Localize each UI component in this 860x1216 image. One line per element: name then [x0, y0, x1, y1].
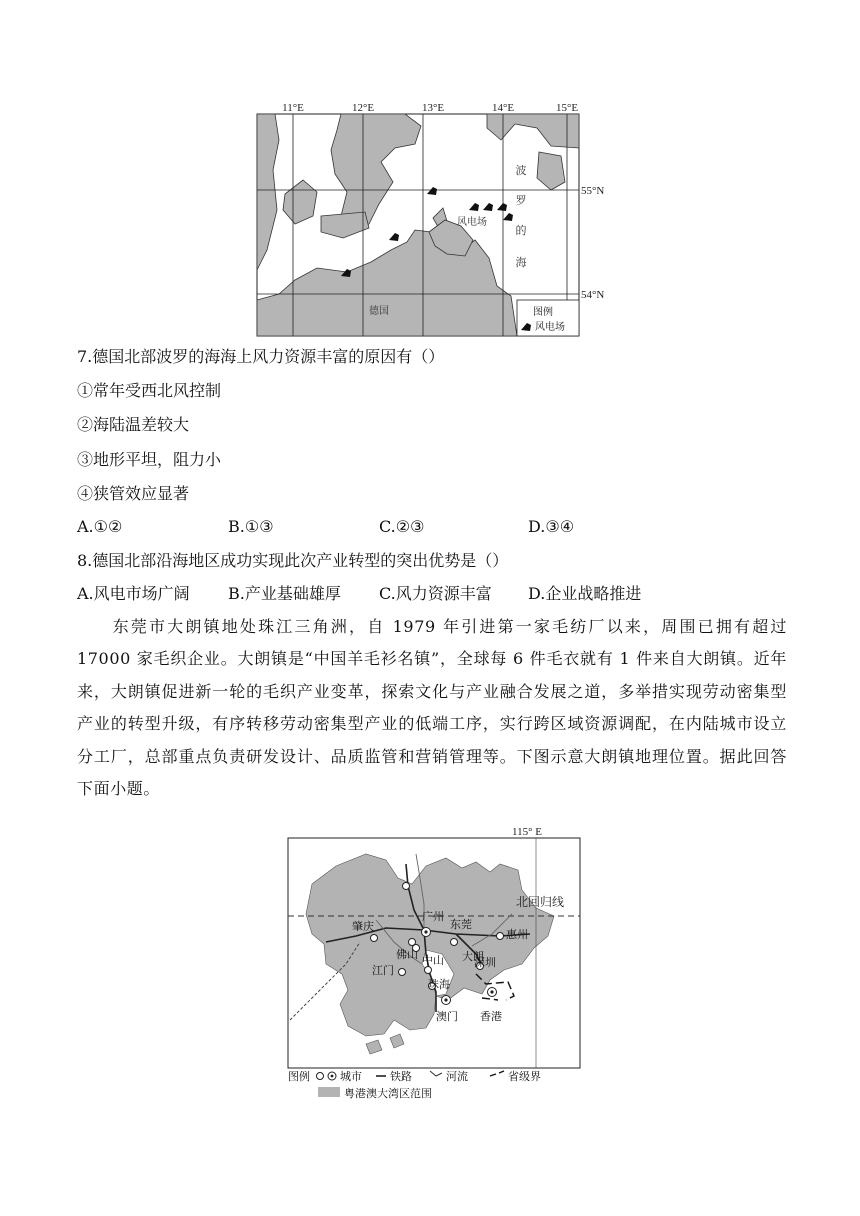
sea-label-char: 海: [515, 257, 527, 269]
city-label: 澳门: [436, 1011, 458, 1023]
q7-item: ②海陆温差较大: [77, 415, 190, 434]
city-label: 肇庆: [352, 921, 374, 933]
legend-border-icon: [490, 1071, 504, 1076]
lat-label: 55°N: [581, 185, 605, 197]
legend-area-label: 粤港澳大湾区范围: [344, 1088, 432, 1100]
lon-label: 14°E: [491, 102, 515, 114]
germany-label: 德国: [369, 306, 389, 317]
reading-passage: [77, 611, 787, 805]
city-label: 香港: [480, 1011, 502, 1023]
city-label: 佛山: [396, 949, 418, 961]
city-label: 珠海: [428, 979, 450, 991]
city-label: 惠州: [506, 929, 528, 941]
lon-label: 11°E: [282, 102, 304, 114]
q7-option-a[interactable]: A.①②: [77, 517, 123, 536]
sea-label-char: 波: [515, 165, 527, 177]
greater-bay-area-map: [286, 824, 590, 1102]
city-label: 广州: [422, 911, 444, 923]
q8-option-c[interactable]: C.风力资源丰富: [379, 584, 492, 603]
q7-item: ③地形平坦，阻力小: [77, 450, 222, 469]
q8-option-a[interactable]: A.风电市场广阔: [77, 584, 190, 603]
legend-river-label: 河流: [446, 1071, 468, 1083]
q7-option-d[interactable]: D.③④: [528, 517, 575, 536]
q7-option-c[interactable]: C.②③: [379, 517, 425, 536]
sea-label-char: 的: [515, 225, 527, 237]
city-marker: [451, 939, 458, 946]
legend-area-icon: [318, 1087, 340, 1097]
q8-stem: 8.德国北部沿海地区成功实现此次产业转型的突出优势是（）: [77, 551, 509, 570]
city-marker: [425, 967, 432, 974]
baltic-wind-farm-map: [255, 100, 605, 338]
passage-text: 东莞市大朗镇地处珠江三角洲，自 1979 年引进第一家毛纺厂以来，周围已拥有超过 17000 家毛织企业。大朗镇是“中国羊毛衫名镇”，全球每 6 件毛衣就有 1 件来自大朗镇。近年来，大朗镇促进新一轮的毛织产业变革，探索文化与产业融合发展之道，多举措实现劳动密集型产业的转型升级，有序转移劳动密集型产业的低端工序，实行跨区域资源调配，在内陆城市设立分工厂，总部重点负责研发设计、品质监管和营销管理等。下图示意大朗镇地理位置。据此回答下面小题。: [77, 617, 787, 799]
city-label: 东莞: [450, 919, 472, 931]
lon-label: 12°E: [351, 102, 375, 114]
legend-title: 图例: [288, 1071, 310, 1083]
lat-label: 54°N: [581, 289, 605, 301]
legend-border-label: 省级界: [508, 1071, 541, 1083]
sea-label-char: 罗: [515, 195, 527, 207]
lon-label: 15°E: [555, 102, 579, 114]
legend-wind-farm-label: 风电场: [535, 322, 565, 333]
city-marker: [403, 883, 410, 890]
city-marker: [371, 935, 378, 942]
q7-option-b[interactable]: B.①③: [228, 517, 274, 536]
legend-city-icon: [317, 1073, 324, 1080]
city-label: 大朗: [462, 951, 484, 963]
legend-title: 图例: [533, 307, 553, 318]
city-label: 深圳: [474, 957, 496, 969]
wind-farm-label: 风电场: [457, 217, 487, 228]
legend-city-label: 城市: [340, 1071, 362, 1083]
legend-river-icon: [430, 1071, 442, 1076]
city-label: 中山: [422, 955, 444, 967]
lon-label: 115° E: [512, 826, 542, 838]
tropic-label: 北回归线: [516, 895, 565, 909]
q8-option-d[interactable]: D.企业战略推进: [528, 584, 642, 603]
city-label: 江门: [372, 965, 394, 977]
q8-option-b[interactable]: B.产业基础雄厚: [228, 584, 341, 603]
q7-stem: 7.德国北部波罗的海海上风力资源丰富的原因有（）: [77, 347, 445, 366]
q7-item: ①常年受西北风控制: [77, 381, 222, 400]
city-marker: [399, 969, 406, 976]
lon-label: 13°E: [421, 102, 445, 114]
legend-rail-label: 铁路: [390, 1071, 412, 1083]
q7-item: ④狭管效应显著: [77, 484, 190, 503]
city-marker: [497, 933, 504, 940]
